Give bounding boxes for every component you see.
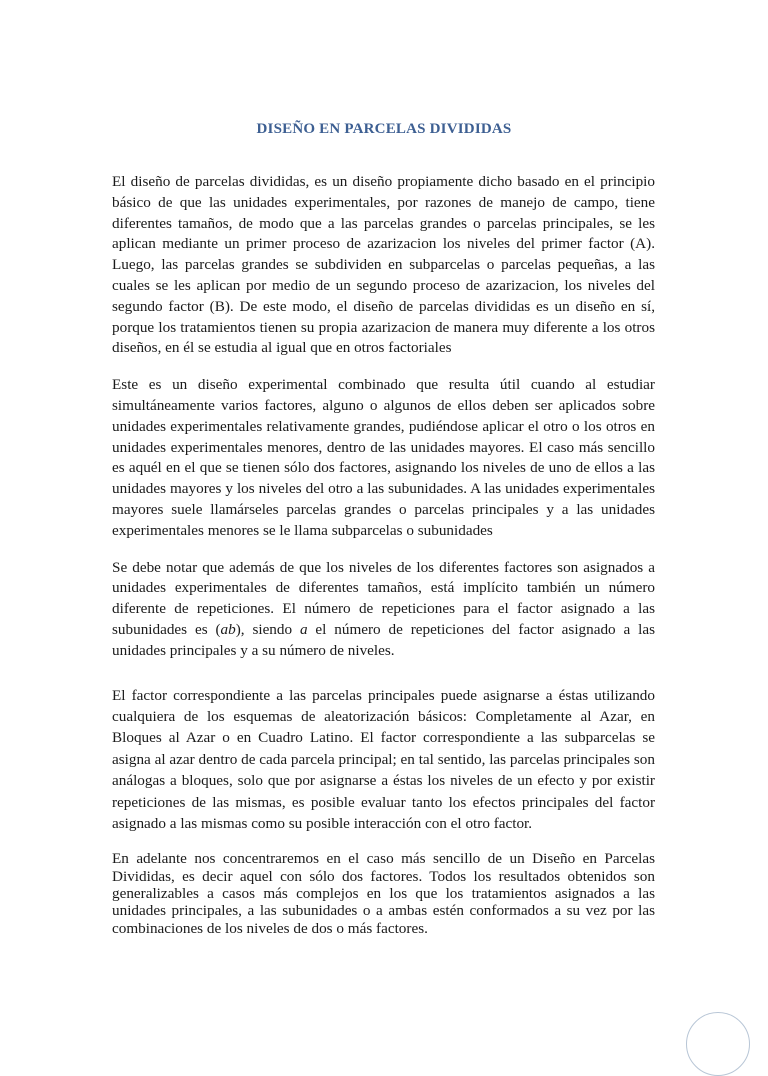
page-navigation-circle-icon[interactable]: [686, 1012, 750, 1076]
paragraph-1: El diseño de parcelas divididas, es un diseño propiamente dicho basado en el principio básico de que las unidades experimentales, por razones de manejo de campo, tiene diferentes tamaños, de modo que a las parcelas grandes o parcelas principales, se les aplican mediante un primer proceso de azarizacion los niveles del primer factor (A). Luego, las parcelas grandes se subdividen en subparcelas o parcelas pequeñas, a las cuales se les aplican por medio de un segundo proceso de azarizacion, los niveles del segundo factor (B). De este modo, el diseño de parcelas divididas es un diseño en sí, porque los tratamientos tienen su propia azarizacion de manera muy diferente a los otros diseños, en él se estudia al igual que en otros factoriales: [112, 173, 655, 357]
paragraph-4: El factor correspondiente a las parcelas principales puede asignarse a éstas utilizando cualquiera de los esquemas de aleatorización básicos: Completamente al Azar, en Bloques al Azar o en Cuadro Latino. El factor correspondiente a las subparcelas se asigna al azar dentro de cada parcela principal; en tal sentido, las parcelas principales son análogas a bloques, solo que por asignarse a éstas los niveles de un efecto y por existir repeticiones de las mismas, es posible evaluar tanto los efectos principales del factor asignado a las mismas como su posible interacción con el otro factor.: [112, 686, 655, 832]
paragraph-3: [112, 558, 655, 662]
paragraph-3-text-middle: ), siendo: [235, 620, 300, 638]
paragraph-3-ab-term: ab: [220, 620, 236, 638]
paragraph-2: Este es un diseño experimental combinado que resulta útil cuando al estudiar simultáneamente varios factores, alguno o algunos de ellos deben ser aplicados sobre unidades experimentales relativamente grandes, pudiéndose aplicar el otro o los otros en unidades experimentales menores, dentro de las unidades mayores. El caso más sencillo es aquél en el que se tienen sólo dos factores, asignando los niveles de uno de ellos a las unidades mayores y los niveles del otro a las subunidades. A las unidades experimentales mayores suele llamárseles parcelas grandes o parcelas principales y a las unidades experimentales menores se le llama subparcelas o subunidades: [112, 376, 655, 539]
document-title: DISEÑO EN PARCELAS DIVIDIDAS: [256, 121, 512, 137]
paragraph-3-a-term: a: [299, 620, 308, 638]
document-body: [112, 172, 655, 937]
paragraph-3-text-end: el número de repeticiones del factor asignado a las unidades principales y a su número de niveles.: [112, 620, 655, 659]
paragraph-5: En adelante nos concentraremos en el caso más sencillo de un Diseño en Parcelas Divididas, es decir aquel con sólo dos factores. Todos los resultados obtenidos son generalizables a casos más complejos en los que los tratamientos asignados a las unidades principales, a las subunidades o a ambas estén conformados a su vez por las combinaciones de los niveles de dos o más factores.: [112, 850, 655, 937]
paragraph-3-text-start: Se debe notar que además de que los niveles de los diferentes factores son asignados a unidades experimentales de diferentes tamaños, está implícito también un número diferente de repeticiones. El número de repeticiones para el factor asignado a las subunidades es (: [112, 558, 655, 638]
